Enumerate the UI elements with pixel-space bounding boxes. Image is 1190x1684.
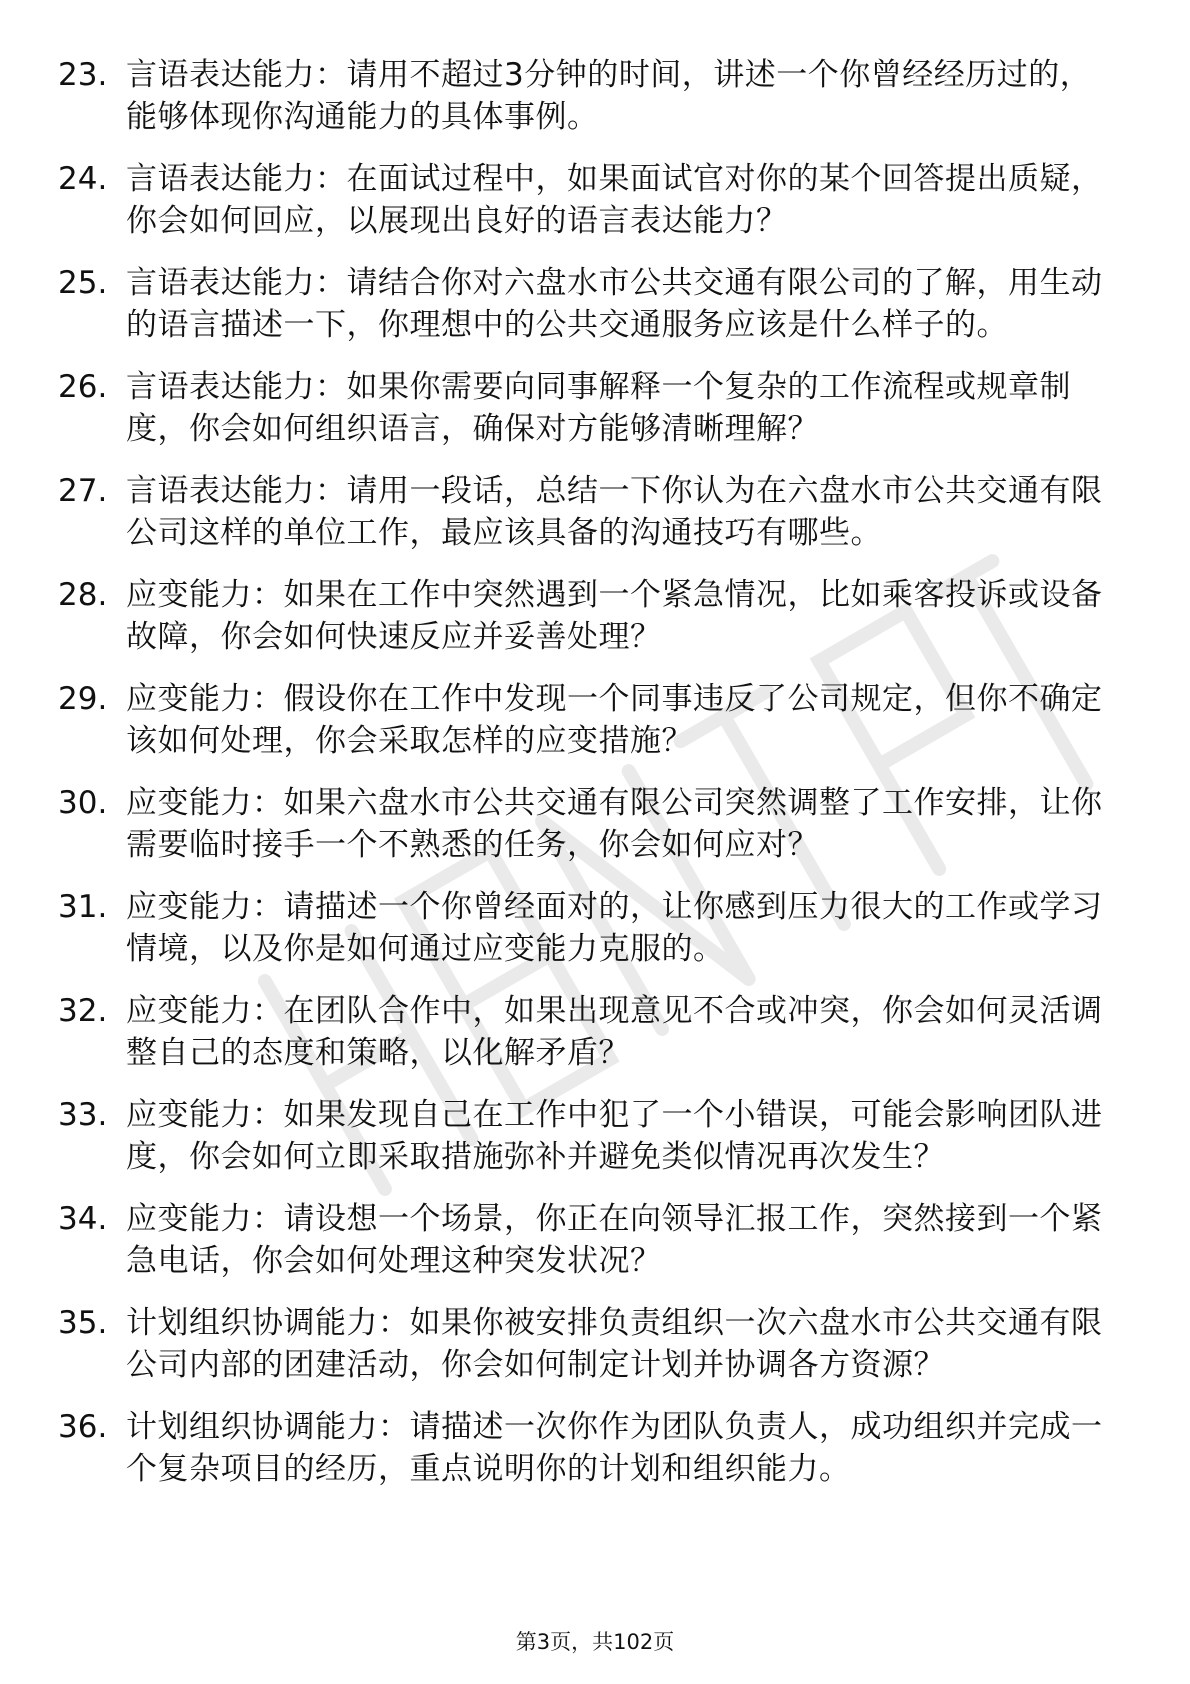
question-item (58, 1094, 1118, 1178)
page-number-label: 第3页，共102页 (515, 1630, 675, 1654)
question-item (58, 1406, 1118, 1490)
question-item (58, 782, 1118, 866)
question-item (58, 678, 1118, 762)
question-text: 言语表达能力：请用不超过3分钟的时间，讲述一个你曾经经历过的，能够体现你沟通能力的具体事例。 (126, 57, 1092, 135)
question-number: 25. (58, 265, 108, 301)
question-text: 计划组织协调能力：如果你被安排负责组织一次六盘水市公共交通有限公司内部的团建活动，你会如何制定计划并协调各方资源？ (126, 1305, 1103, 1383)
question-number: 36. (58, 1409, 108, 1445)
question-text: 言语表达能力：请结合你对六盘水市公共交通有限公司的了解，用生动的语言描述一下，你理想中的公共交通服务应该是什么样子的。 (126, 265, 1103, 343)
question-item (58, 574, 1118, 658)
question-text: 应变能力：请描述一个你曾经面对的，让你感到压力很大的工作或学习情境，以及你是如何通过应变能力克服的。 (126, 889, 1103, 967)
question-text: 应变能力：请设想一个场景，你正在向领导汇报工作，突然接到一个紧急电话，你会如何处理这种突发状况？ (126, 1201, 1103, 1279)
question-text: 言语表达能力：在面试过程中，如果面试官对你的某个回答提出质疑，你会如何回应，以展现出良好的语言表达能力？ (126, 161, 1103, 239)
question-text: 应变能力：如果发现自己在工作中犯了一个小错误，可能会影响团队进度，你会如何立即采取措施弥补并避免类似情况再次发生？ (126, 1097, 1103, 1175)
question-number: 30. (58, 785, 108, 821)
question-text: 计划组织协调能力：请描述一次你作为团队负责人，成功组织并完成一个复杂项目的经历，重点说明你的计划和组织能力。 (126, 1409, 1103, 1487)
question-item (58, 1198, 1118, 1282)
question-item (58, 158, 1118, 242)
question-item (58, 1302, 1118, 1386)
question-number: 31. (58, 889, 108, 925)
question-number: 34. (58, 1201, 108, 1237)
question-number: 33. (58, 1097, 108, 1133)
question-list (58, 54, 1118, 1510)
question-text: 言语表达能力：如果你需要向同事解释一个复杂的工作流程或规章制度，你会如何组织语言，确保对方能够清晰理解？ (126, 369, 1071, 447)
question-item (58, 886, 1118, 970)
page-footer (0, 1628, 1190, 1656)
question-item (58, 990, 1118, 1074)
question-number: 32. (58, 993, 108, 1029)
question-number: 29. (58, 681, 108, 717)
question-number: 24. (58, 161, 108, 197)
question-item (58, 262, 1118, 346)
question-number: 23. (58, 57, 108, 93)
question-item (58, 366, 1118, 450)
question-item (58, 54, 1118, 138)
question-number: 35. (58, 1305, 108, 1341)
question-text: 应变能力：如果六盘水市公共交通有限公司突然调整了工作安排，让你需要临时接手一个不熟悉的任务，你会如何应对？ (126, 785, 1103, 863)
question-number: 27. (58, 473, 108, 509)
question-text: 应变能力：假设你在工作中发现一个同事违反了公司规定，但你不确定该如何处理，你会采取怎样的应变措施？ (126, 681, 1103, 759)
question-item (58, 470, 1118, 554)
question-text: 言语表达能力：请用一段话，总结一下你认为在六盘水市公共交通有限公司这样的单位工作，最应该具备的沟通技巧有哪些。 (126, 473, 1103, 551)
question-text: 应变能力：如果在工作中突然遇到一个紧急情况，比如乘客投诉或设备故障，你会如何快速反应并妥善处理？ (126, 577, 1103, 655)
question-number: 26. (58, 369, 108, 405)
question-text: 应变能力：在团队合作中，如果出现意见不合或冲突，你会如何灵活调整自己的态度和策略，以化解矛盾？ (126, 993, 1103, 1071)
question-number: 28. (58, 577, 108, 613)
